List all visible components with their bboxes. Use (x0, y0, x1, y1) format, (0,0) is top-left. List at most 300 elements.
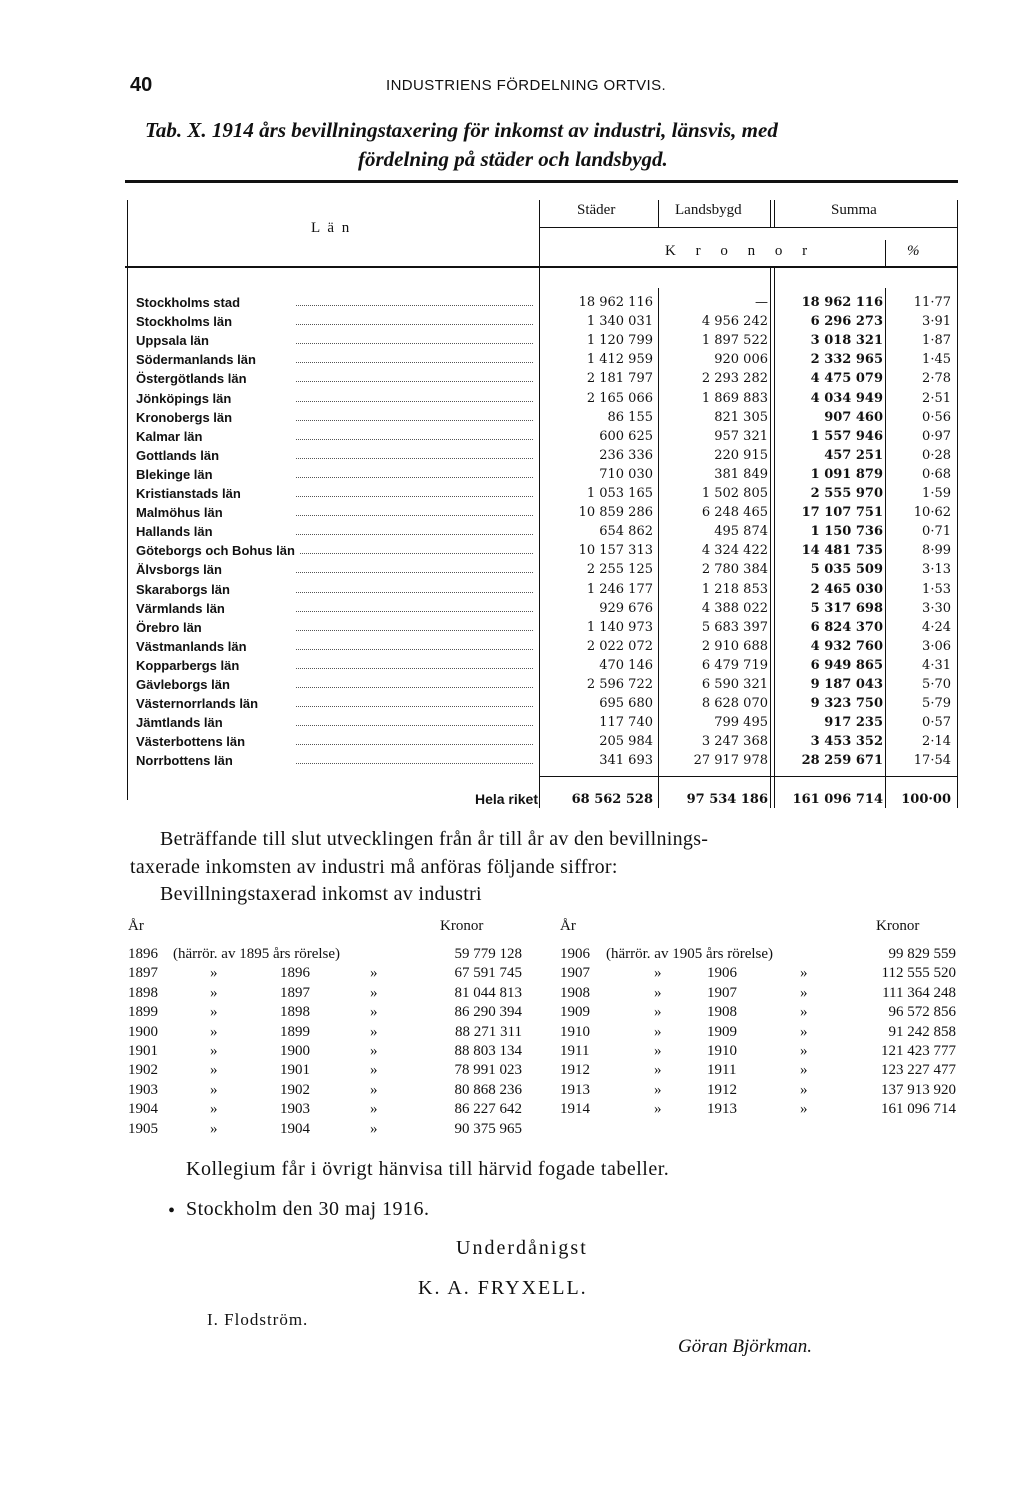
stader-value: 117 740 (599, 715, 653, 731)
signer-left: I. Flodström. (207, 1310, 309, 1329)
county-name-cell (136, 656, 539, 675)
county-name: Blekinge län (136, 467, 217, 482)
yearly-ditto-mark: » (654, 965, 662, 982)
table-caption-line-2: fördelning på städer och landsbygd. (358, 147, 668, 171)
county-name: Värmlands län (136, 601, 229, 616)
yearly-year: 1896 (128, 946, 158, 962)
county-name: Älvsborgs län (136, 562, 226, 577)
yearly-value: 80 868 236 (454, 1081, 522, 1098)
county-name-cell (136, 503, 539, 522)
yearly-ref-year: 1897 (280, 984, 310, 1001)
table-row (125, 484, 958, 503)
county-name-cell (136, 522, 539, 541)
percent-value: 2·14 (922, 734, 951, 750)
stader-value: 1 412 959 (586, 352, 653, 368)
leader-dots (296, 515, 533, 516)
county-name-cell (136, 331, 539, 350)
yearly-value: 59 779 128 (454, 946, 522, 962)
leader-dots (296, 439, 533, 440)
landsbygd-column-rule (770, 200, 775, 228)
percent-value: 3·06 (922, 638, 951, 654)
county-name-cell (136, 637, 539, 656)
total-row (125, 790, 958, 809)
county-name: Kronobergs län (136, 410, 236, 425)
summa-value: 3 453 352 (810, 734, 883, 750)
county-name-cell (136, 751, 539, 770)
yearly-ref-year: 1901 (280, 1062, 310, 1079)
table-row (125, 580, 958, 599)
landsbygd-value: 2 780 384 (701, 562, 768, 578)
summa-value: 3 018 321 (810, 333, 883, 349)
summa-value: 2 555 970 (810, 486, 883, 501)
county-name: Västmanlands län (136, 639, 251, 654)
yearly-ditto-mark: » (654, 1023, 662, 1040)
summa-column-rule (885, 240, 886, 268)
leader-dots (296, 553, 533, 554)
leader-dots (296, 458, 533, 459)
summa-value: 5 317 698 (810, 600, 883, 616)
table-row (125, 732, 958, 751)
percent-value: 1·45 (922, 352, 951, 368)
paragraph-line-3: Bevillningstaxerad inkomst av industri (160, 883, 482, 905)
stader-value: 710 030 (599, 466, 653, 482)
yearly-ditto-mark: » (800, 1004, 808, 1021)
yearly-value: 123 227 477 (881, 1062, 956, 1079)
table-row (125, 408, 958, 427)
landsbygd-value: 6 248 465 (701, 505, 768, 521)
yearly-ditto-mark: » (210, 984, 218, 1001)
table-caption-line-1: Tab. X. 1914 års bevillningstaxering för inkomst av industri, länsvis, med (145, 118, 778, 142)
summa-value: 6 824 370 (810, 619, 883, 635)
header-landsbygd: Landsbygd (675, 202, 742, 218)
landsbygd-value: 5 683 397 (701, 619, 768, 635)
percent-value: 11·77 (913, 295, 951, 310)
yearly-ref-year: 1900 (280, 1043, 310, 1059)
landsbygd-value: 2 293 282 (701, 371, 768, 387)
landsbygd-value: — (755, 295, 768, 310)
yearly-ditto-mark: » (654, 1004, 662, 1021)
summa-value: 4 034 949 (810, 390, 883, 406)
table-row (125, 503, 958, 522)
county-name: Stockholms län (136, 314, 236, 329)
percent-value: 0·28 (922, 447, 951, 463)
county-income-table (125, 180, 958, 808)
yearly-ditto-mark: » (800, 1023, 808, 1040)
yearly-year: 1904 (128, 1101, 158, 1118)
landsbygd-value: 27 917 978 (693, 753, 768, 769)
summa-value: 5 035 509 (810, 562, 883, 578)
yearly-ref-year: 1908 (707, 1004, 737, 1021)
leader-dots (296, 362, 533, 363)
total-top-rule (539, 776, 958, 777)
yearly-year: 1900 (128, 1023, 158, 1040)
stader-value: 1 053 165 (586, 486, 653, 501)
county-name-cell (136, 427, 539, 446)
yearly-year: 1910 (560, 1023, 590, 1040)
county-name-cell (136, 599, 539, 618)
county-name: Stockholms stad (136, 295, 244, 310)
yearly-ditto-mark: » (370, 1023, 378, 1040)
county-name-cell (136, 350, 539, 369)
county-name: Göteborgs och Bohus län (136, 543, 299, 558)
county-name: Skaraborgs län (136, 582, 234, 597)
landsbygd-value: 4 388 022 (701, 600, 768, 616)
county-name: Gottlands län (136, 448, 223, 463)
landsbygd-value: 4 324 422 (701, 543, 768, 559)
percent-value: 10·62 (913, 505, 951, 521)
yearly-ref-year: 1904 (280, 1120, 310, 1137)
table-row (125, 446, 958, 465)
yearly-value: 86 290 394 (454, 1004, 522, 1021)
county-name-cell (136, 446, 539, 465)
percent-value: 5·79 (922, 696, 951, 712)
stader-value: 929 676 (599, 600, 653, 616)
table-top-rule (125, 180, 958, 183)
yearly-ref-year: 1907 (707, 984, 737, 1001)
landsbygd-value: 495 874 (714, 524, 768, 540)
stader-value: 2 596 722 (586, 677, 653, 692)
stader-value: 2 181 797 (586, 371, 653, 387)
county-name: Kristianstads län (136, 486, 245, 501)
stader-value: 341 693 (599, 753, 653, 769)
county-name-cell (136, 675, 539, 694)
stader-value: 205 984 (599, 734, 653, 750)
yearly-value: 67 591 745 (454, 965, 522, 982)
yearly-value: 111 364 248 (882, 984, 956, 1001)
table-row (125, 522, 958, 541)
county-name-cell (136, 618, 539, 637)
stader-value: 236 336 (599, 447, 653, 463)
yearly-ref-year: 1899 (280, 1023, 310, 1040)
county-name-cell (136, 713, 539, 732)
table-row (125, 369, 958, 388)
landsbygd-value: 957 321 (714, 428, 768, 444)
total-landsbygd: 97 534 186 (686, 792, 768, 807)
landsbygd-value: 821 305 (714, 409, 768, 425)
yearly-ditto-mark: » (800, 1081, 808, 1098)
percent-value: 3·91 (922, 314, 951, 330)
landsbygd-value: 4 956 242 (701, 314, 768, 330)
yearly-ditto-mark: » (210, 1062, 218, 1079)
landsbygd-value: 6 590 321 (701, 677, 768, 692)
yearly-ref-year: 1912 (707, 1081, 737, 1098)
leader-dots (296, 401, 533, 402)
county-name: Jönköpings län (136, 391, 235, 406)
percent-value: 8·99 (922, 543, 951, 559)
leader-dots (296, 305, 533, 306)
table-row (125, 389, 958, 408)
landsbygd-value: 8 628 070 (701, 696, 768, 712)
summa-value: 907 460 (824, 409, 883, 425)
leader-dots (296, 572, 533, 573)
yearly-ref-year: 1903 (280, 1101, 310, 1118)
stader-value: 10 859 286 (578, 505, 653, 521)
county-name: Västernorrlands län (136, 696, 262, 711)
summa-value: 2 332 965 (810, 352, 883, 368)
yearly-ditto-mark: » (210, 1023, 218, 1040)
county-name-cell (136, 312, 539, 331)
closing-place-date: Stockholm den 30 maj 1916. (186, 1198, 430, 1220)
yearly-ditto-mark: » (800, 1043, 808, 1059)
yearly-year: 1911 (560, 1043, 590, 1059)
county-name: Örebro län (136, 620, 206, 635)
stader-column-rule (658, 200, 659, 228)
stader-value: 1 120 799 (586, 333, 653, 349)
summa-value: 14 481 735 (801, 543, 883, 559)
stader-value: 1 140 973 (586, 619, 653, 635)
yearly-year: 1906 (560, 946, 590, 962)
yearly-value: 86 227 642 (454, 1101, 522, 1118)
table-row (125, 675, 958, 694)
yearly-ditto-mark: » (800, 984, 808, 1001)
landsbygd-value: 1 869 883 (701, 390, 768, 406)
yearly-year: 1897 (128, 965, 158, 982)
percent-value: 0·57 (922, 715, 951, 731)
percent-value: 3·13 (922, 562, 951, 578)
county-name-cell (136, 541, 539, 560)
percent-value: 0·56 (922, 409, 951, 425)
running-head: INDUSTRIENS FÖRDELNING ORTVIS. (386, 77, 667, 94)
county-name: Västerbottens län (136, 734, 249, 749)
header-stader: Städer (577, 202, 616, 218)
yearly-value: 112 555 520 (881, 965, 956, 982)
county-name: Södermanlands län (136, 352, 260, 367)
percent-value: 2·78 (922, 371, 951, 387)
landsbygd-value: 6 479 719 (701, 657, 768, 673)
county-name: Hallands län (136, 524, 217, 539)
yearly-ditto-mark: » (370, 965, 378, 982)
county-name: Östergötlands län (136, 371, 251, 386)
yearly-ref-year: 1902 (280, 1081, 310, 1098)
summa-value: 1 150 736 (810, 524, 883, 540)
yearly-left-header-kronor: Kronor (440, 918, 484, 934)
landsbygd-value: 920 006 (714, 352, 768, 368)
yearly-ditto-mark: » (370, 1062, 378, 1079)
leader-dots (296, 496, 533, 497)
stader-value: 695 680 (599, 696, 653, 712)
stader-value: 18 962 116 (578, 295, 653, 310)
yearly-year: 1907 (560, 965, 590, 982)
yearly-year: 1903 (128, 1081, 158, 1098)
stader-value: 2 022 072 (586, 638, 653, 654)
percent-value: 0·97 (922, 428, 951, 444)
closing-underdanigst: Underdånigst (456, 1237, 588, 1259)
landsbygd-value: 2 910 688 (701, 638, 768, 654)
yearly-ditto-mark: » (210, 1043, 218, 1059)
yearly-value: 121 423 777 (881, 1043, 956, 1059)
yearly-ditto-mark: » (370, 1081, 378, 1098)
yearly-ditto-mark: » (210, 1101, 218, 1118)
summa-value: 18 962 116 (801, 295, 883, 310)
stader-value: 2 255 125 (586, 562, 653, 578)
leader-dots (296, 649, 533, 650)
county-name-cell (136, 408, 539, 427)
landsbygd-value: 220 915 (714, 447, 768, 463)
leader-dots (296, 611, 533, 612)
header-kronor: K r o n o r (665, 243, 816, 259)
yearly-year: 1905 (128, 1120, 158, 1137)
table-row (125, 427, 958, 446)
yearly-year: 1899 (128, 1004, 158, 1021)
percent-value: 2·51 (922, 390, 951, 406)
summa-value: 6 296 273 (810, 314, 883, 330)
table-row (125, 599, 958, 618)
yearly-right-header-kronor: Kronor (876, 918, 920, 934)
yearly-year: 1902 (128, 1062, 158, 1079)
header-summa: Summa (831, 202, 877, 218)
percent-value: 17·54 (913, 753, 951, 769)
page-number: 40 (130, 74, 153, 96)
table-row (125, 694, 958, 713)
leader-dots (296, 706, 533, 707)
yearly-ditto-mark: » (654, 984, 662, 1001)
yearly-ditto-mark: » (800, 965, 808, 982)
paragraph-line-2: taxerade inkomsten av industri må anföras följande siffror: (130, 856, 618, 878)
yearly-ditto-mark: » (654, 1081, 662, 1098)
county-name: Uppsala län (136, 333, 213, 348)
yearly-year: 1901 (128, 1043, 158, 1059)
percent-value: 5·70 (922, 677, 951, 692)
summa-value: 917 235 (824, 715, 883, 731)
landsbygd-value: 3 247 368 (701, 734, 768, 750)
yearly-year: 1913 (560, 1081, 590, 1098)
leader-dots (296, 381, 533, 382)
header-bottom-rule (125, 266, 958, 268)
landsbygd-value: 1 502 805 (701, 486, 768, 501)
yearly-value: 88 271 311 (455, 1023, 522, 1040)
yearly-ref-year: 1911 (707, 1062, 737, 1079)
table-row (125, 293, 958, 312)
stader-value: 86 155 (607, 409, 653, 425)
yearly-ref-year: 1896 (280, 965, 310, 982)
stader-value: 654 862 (599, 524, 653, 540)
percent-value: 3·30 (922, 600, 951, 616)
table-row (125, 618, 958, 637)
county-name-cell (136, 293, 539, 312)
header-percent: % (907, 243, 920, 259)
yearly-ditto-mark: » (800, 1062, 808, 1079)
summa-value: 17 107 751 (801, 505, 883, 521)
county-name: Gävleborgs län (136, 677, 234, 692)
percent-value: 0·71 (922, 524, 951, 540)
yearly-source-note: (härrör. av 1895 års rörelse) (173, 946, 341, 962)
summa-value: 4 932 760 (810, 638, 883, 654)
table-row (125, 560, 958, 579)
leader-dots (296, 420, 533, 421)
table-row (125, 331, 958, 350)
yearly-ref-year: 1898 (280, 1004, 310, 1021)
table-row (125, 637, 958, 656)
percent-value: 1·59 (922, 486, 951, 501)
county-name-cell (136, 560, 539, 579)
summa-value: 6 949 865 (810, 657, 883, 673)
county-name-cell (136, 580, 539, 599)
header-lan: L ä n (311, 220, 352, 236)
leader-dots (296, 592, 533, 593)
leader-dots (296, 687, 533, 688)
yearly-value: 161 096 714 (881, 1101, 956, 1118)
table-row (125, 312, 958, 331)
table-row (125, 541, 958, 560)
yearly-year: 1909 (560, 1004, 590, 1021)
county-name-cell (136, 694, 539, 713)
yearly-ditto-mark: » (654, 1043, 662, 1059)
stader-value: 1 340 031 (586, 314, 653, 330)
county-name-cell (136, 465, 539, 484)
county-name: Kalmar län (136, 429, 206, 444)
yearly-ditto-mark: » (210, 1081, 218, 1098)
percent-value: 0·68 (922, 466, 951, 482)
leader-dots (296, 744, 533, 745)
yearly-value: 81 044 813 (454, 984, 522, 1001)
total-label: Hela riket (474, 791, 538, 807)
yearly-value: 91 242 858 (888, 1023, 956, 1040)
yearly-ref-year: 1906 (707, 965, 737, 982)
summa-value: 457 251 (824, 447, 883, 463)
summa-value: 1 557 946 (810, 428, 883, 444)
yearly-ref-year: 1913 (707, 1101, 737, 1118)
closing-line-1: Kollegium får i övrigt hänvisa till härvid fogade tabeller. (186, 1158, 670, 1180)
summa-value: 4 475 079 (810, 371, 883, 387)
yearly-value: 99 829 559 (888, 946, 956, 962)
yearly-ditto-mark: » (210, 1120, 218, 1137)
county-name-cell (136, 484, 539, 503)
yearly-ditto-mark: » (654, 1101, 662, 1118)
county-name-cell (136, 732, 539, 751)
leader-dots (296, 668, 533, 669)
leader-dots (296, 630, 533, 631)
yearly-source-note: (härrör. av 1905 års rörelse) (606, 946, 774, 962)
percent-value: 1·53 (922, 581, 951, 597)
paragraph-line-1: Beträffande till slut utvecklingen från år till år av den bevillnings- (160, 828, 709, 850)
percent-value: 4·24 (922, 619, 951, 635)
table-row (125, 465, 958, 484)
summa-value: 2 465 030 (810, 581, 883, 597)
leader-dots (296, 763, 533, 764)
yearly-ditto-mark: » (654, 1062, 662, 1079)
table-row (125, 713, 958, 732)
yearly-ditto-mark: » (370, 984, 378, 1001)
leader-dots (296, 725, 533, 726)
yearly-year: 1908 (560, 984, 590, 1001)
yearly-value: 137 913 920 (881, 1081, 956, 1098)
total-summa: 161 096 714 (792, 792, 883, 807)
closing-bullet: • (168, 1200, 176, 1222)
signer-main: K. A. FRYXELL. (418, 1277, 588, 1299)
table-row (125, 751, 958, 770)
landsbygd-value: 799 495 (714, 715, 768, 731)
leader-dots (296, 477, 533, 478)
county-name: Norrbottens län (136, 753, 237, 768)
yearly-ditto-mark: » (800, 1101, 808, 1118)
yearly-value: 96 572 856 (888, 1004, 956, 1021)
yearly-ditto-mark: » (370, 1120, 378, 1137)
stader-value: 2 165 066 (586, 390, 653, 406)
yearly-right-header-year: År (560, 918, 576, 934)
landsbygd-value: 381 849 (714, 466, 768, 482)
yearly-ditto-mark: » (210, 965, 218, 982)
yearly-year: 1912 (560, 1062, 590, 1079)
county-name: Malmöhus län (136, 505, 227, 520)
leader-dots (296, 534, 533, 535)
percent-value: 1·87 (922, 333, 951, 349)
yearly-left-header-year: År (128, 918, 144, 934)
summa-value: 1 091 879 (810, 466, 883, 482)
signer-right: Göran Björkman. (678, 1336, 813, 1357)
table-row (125, 656, 958, 675)
summa-value: 9 187 043 (810, 677, 883, 692)
summa-value: 9 323 750 (810, 696, 883, 712)
